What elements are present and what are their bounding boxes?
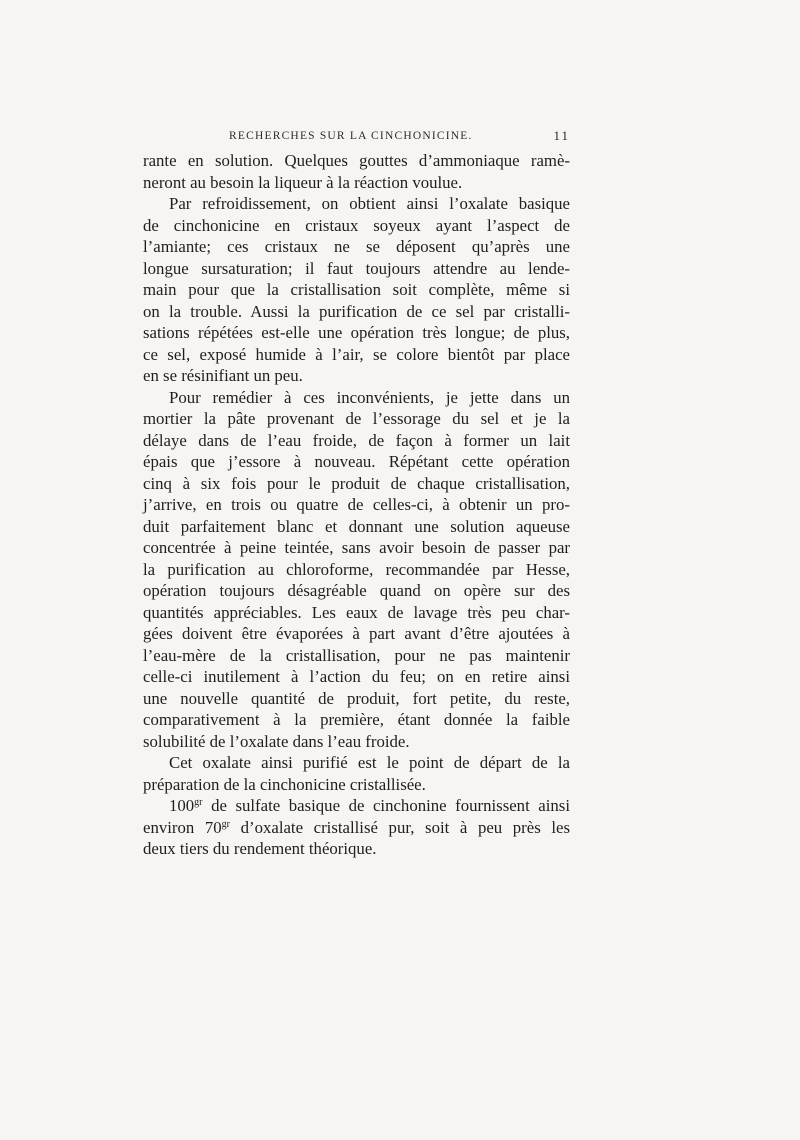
text-line: cinq à six fois pour le produit de chaque cristallisation,	[143, 473, 570, 493]
text-fragment: de sulfate basique de cinchonine fournissent ainsi	[202, 796, 570, 815]
text-line: main pour que la cristallisation soit complète, même si	[143, 280, 570, 299]
text-fragment: d’oxalate cristallisé pur, soit à peu près les	[230, 817, 570, 837]
quantity-number: 70	[204, 817, 222, 837]
text-fragment: environ	[143, 817, 205, 837]
quantity-number: 100	[169, 796, 195, 815]
text-line: une nouvelle quantité de produit, fort petite, du reste,	[143, 688, 570, 708]
unit-superscript: gr	[221, 818, 230, 830]
text-line: comparativement à la première, étant donnée la faible	[143, 710, 570, 729]
text-line: concentrée à peine teintée, sans avoir besoin de passer par	[143, 538, 570, 557]
text-line: deux tiers du rendement théorique.	[143, 839, 377, 858]
text-line: on la trouble. Aussi la purification de ce sel par cristalli-	[143, 301, 570, 321]
text-line: sations répétées est-elle une opération très longue; de plus,	[143, 323, 570, 342]
text-line: préparation de la cinchonicine cristallisée.	[143, 774, 426, 794]
text-line: l’eau-mère de la cristallisation, pour ne pas maintenir	[143, 645, 570, 665]
text-line: gées doivent être évaporées à part avant d’être ajoutées à	[143, 624, 570, 643]
text-line	[143, 817, 570, 839]
text-line: solubilité de l’oxalate dans l’eau froide.	[143, 731, 410, 751]
text-line: Cet oxalate ainsi purifié est le point de départ de la	[169, 753, 570, 772]
text-line: duit parfaitement blanc et donnant une solution aqueuse	[143, 516, 570, 536]
text-line	[143, 795, 570, 817]
unit-superscript: gr	[194, 797, 203, 808]
running-title: RECHERCHES SUR LA CINCHONICINE.	[229, 130, 473, 142]
text-line: délaye dans de l’eau froide, de façon à former un lait	[143, 430, 570, 450]
text-line: neront au besoin la liqueur à la réaction voulue.	[143, 172, 463, 192]
text-line: opération toujours désagréable quand on opère sur des	[143, 581, 570, 600]
text-line: longue sursaturation; il faut toujours attendre au lende-	[143, 258, 570, 278]
text-line: ce sel, exposé humide à l’air, se colore bientôt par place	[143, 344, 570, 364]
text-line: en se résinifiant un peu.	[143, 366, 303, 385]
text-line: rante en solution. Quelques gouttes d’ammoniaque ramè-	[143, 151, 570, 170]
text-line: quantités appréciables. Les eaux de lavage très peu char-	[143, 602, 570, 622]
text-line: j’arrive, en trois ou quatre de celles-ci, à obtenir un pro-	[143, 495, 570, 514]
text-line: de cinchonicine en cristaux soyeux ayant l’aspect de	[143, 215, 570, 235]
text-line: celle-ci inutilement à l’action du feu; on en retire ainsi	[143, 667, 570, 686]
text-line: épais que j’essore à nouveau. Répétant cette opération	[143, 452, 570, 471]
text-line: mortier la pâte provenant de l’essorage du sel et je la	[143, 409, 570, 428]
text-line: Par refroidissement, on obtient ainsi l’oxalate basique	[169, 194, 570, 213]
body-text	[143, 150, 570, 860]
page-number: 11	[553, 128, 570, 143]
text-line: l’amiante; ces cristaux ne se déposent qu’après une	[143, 237, 570, 256]
page-header	[143, 128, 570, 148]
text-line: la purification au chloroforme, recommandée par Hesse,	[143, 559, 570, 579]
text-line: Pour remédier à ces inconvénients, je jette dans un	[169, 387, 570, 407]
